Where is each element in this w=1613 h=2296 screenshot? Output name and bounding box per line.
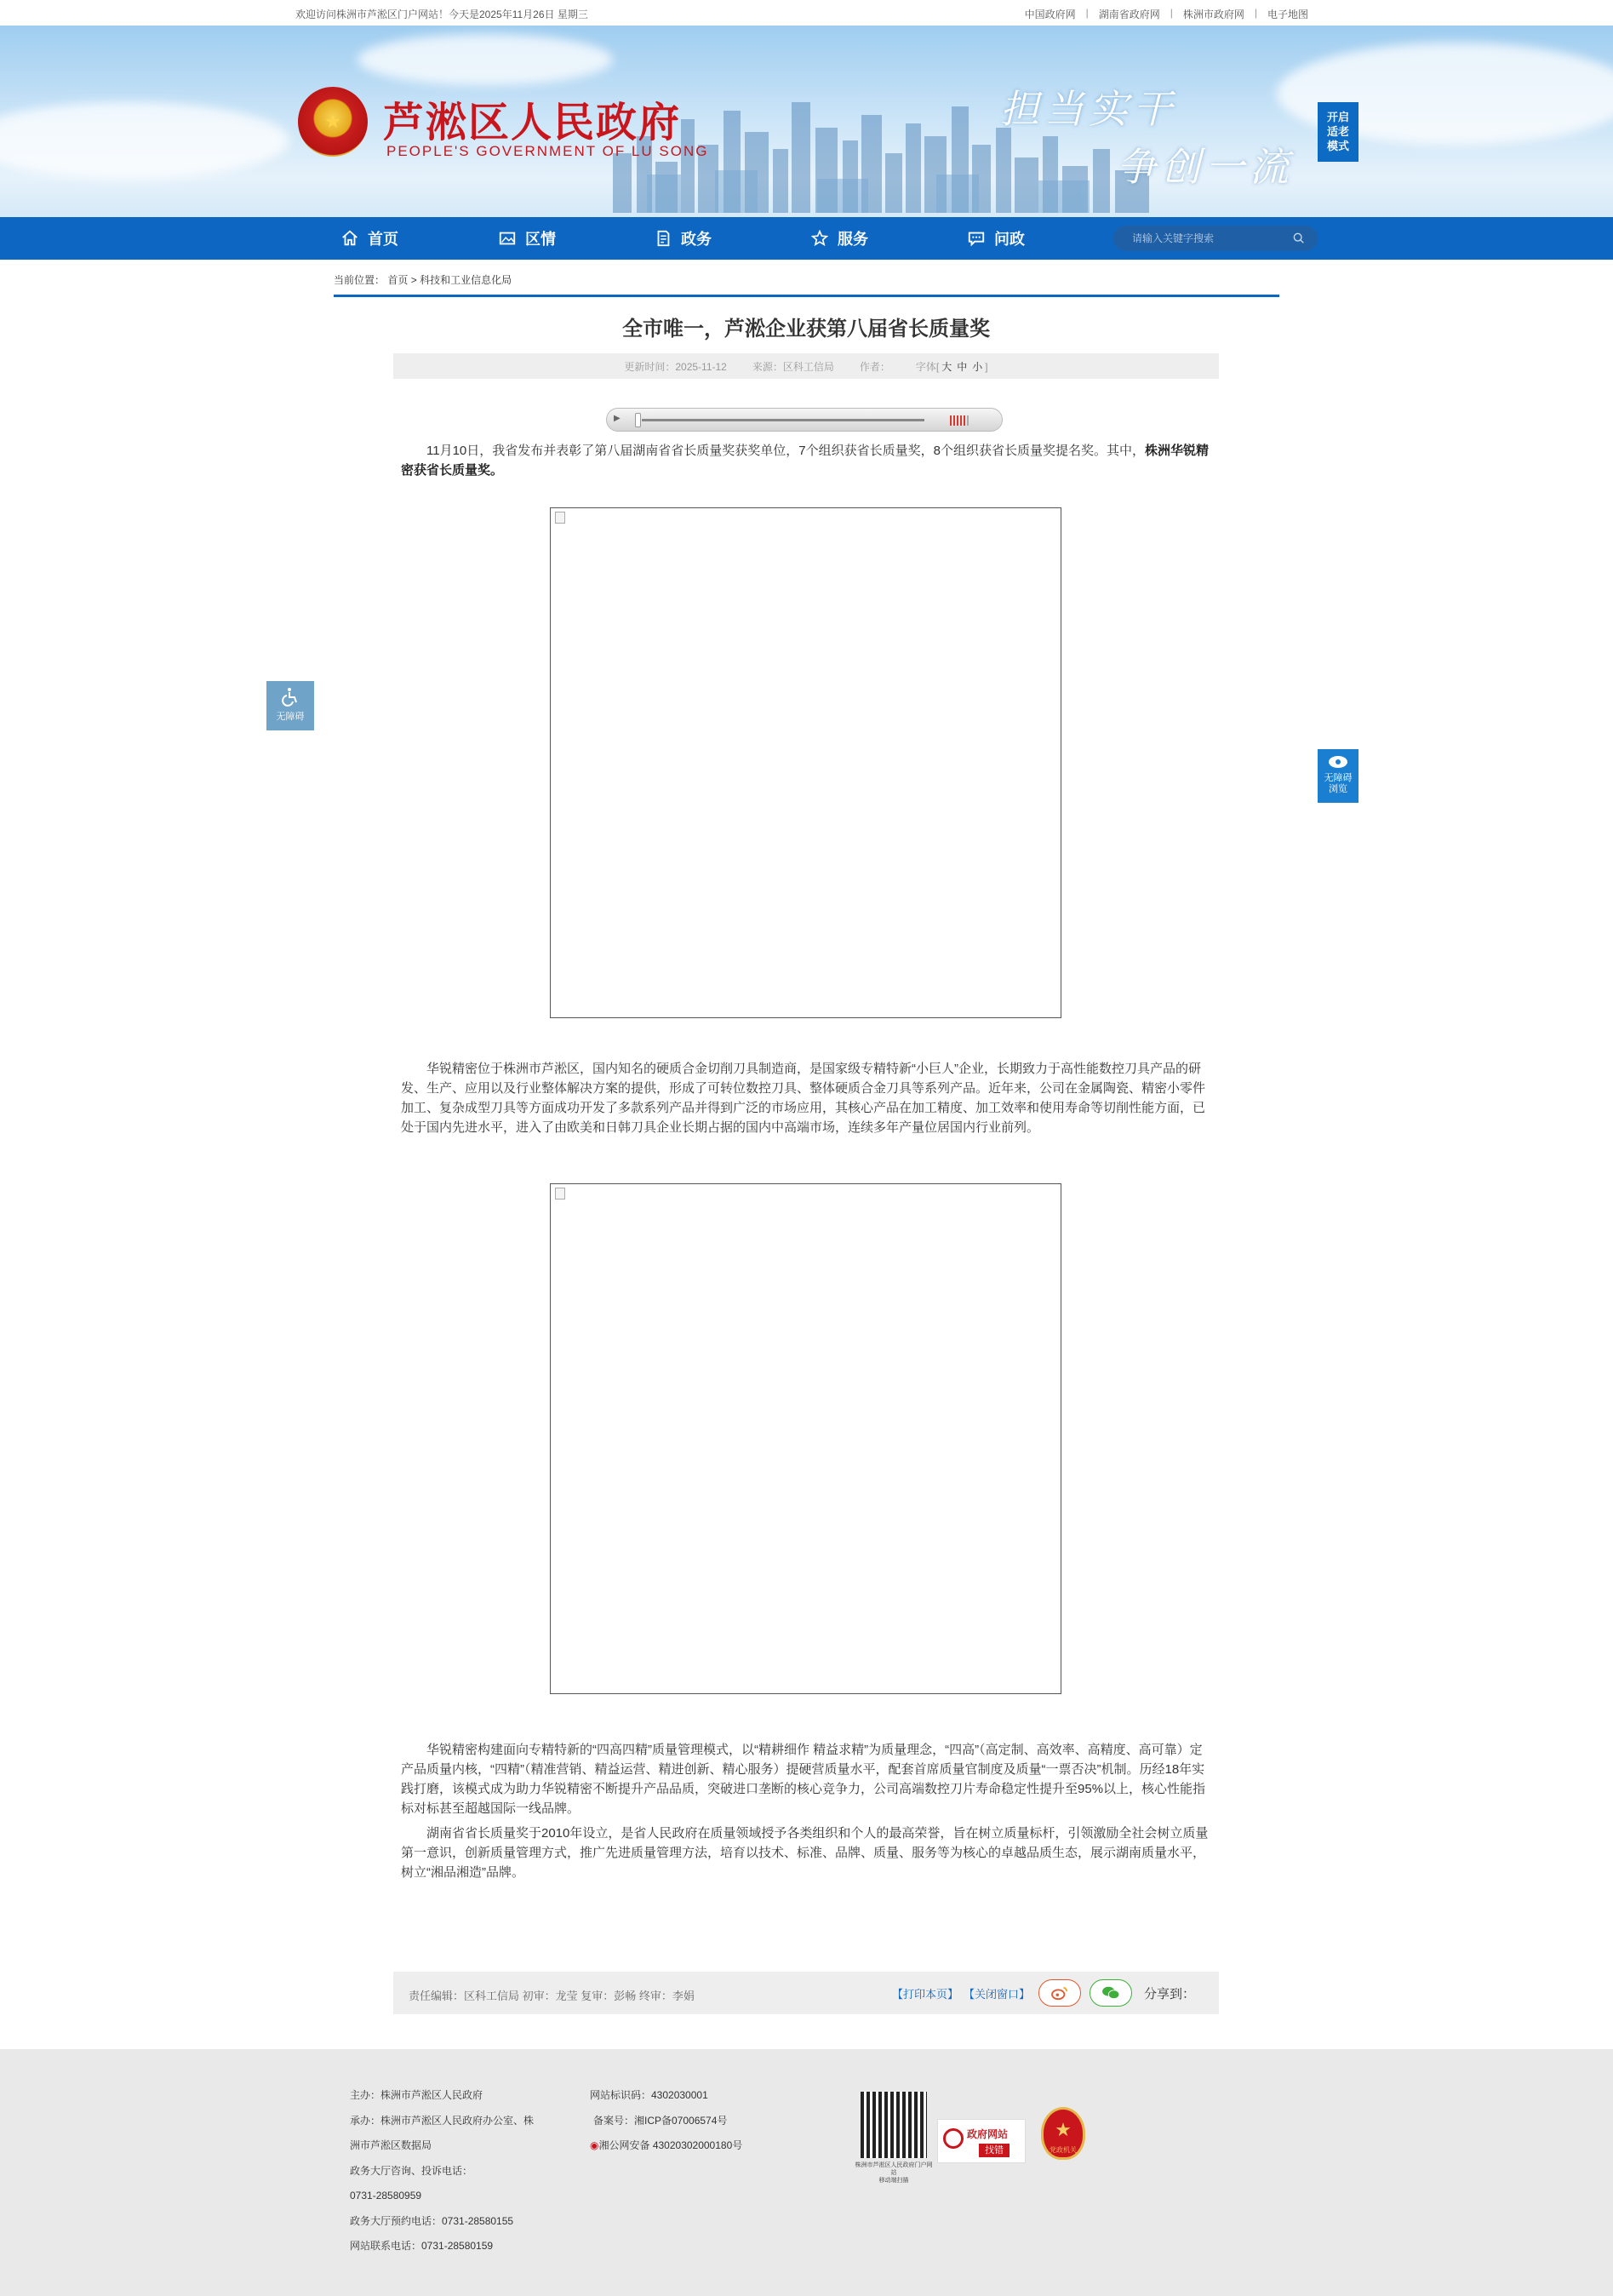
accessibility-label: 无障碍 [276,712,305,722]
slogan-line1: 担当实干 [1000,86,1177,132]
font-size-large[interactable]: 大 [941,360,952,373]
update-time [624,359,727,374]
qr-caption: 株洲市芦淞区人民政府门户网站 移动端扫描 [855,2162,933,2184]
footer-line: 政务大厅咨询、投诉电话： [350,2164,473,2177]
breadcrumb [334,272,512,287]
party-gov-org-badge[interactable]: ★ 党政机关 [1041,2107,1085,2160]
article-paragraph: 华锐精密位于株洲市芦淞区，国内知名的硬质合金切削刀具制造商，是国家级专精特新“小巨人”企业，长期致力于高性能数控刀具产品的研发、生产、应用以及行业整体解决方案的提供，形成了可转位数控刀具、整体硬质合金刀具等系列产品。近年来，公司在金属陶瓷、精密小零件加工、复杂成型刀具等方面成功开发了多款系列产品并得到广泛的市场应用，其核心产品在加工精度、加工效率和使用寿命等切削性能方面，已处于国内先进水平，进入了由欧美和日韩刀具企业长期占据的国内中高端市场，连续多年产量位居国内行业前列。 [401,1062,1206,1135]
nav-label: 政务 [681,231,712,248]
link-e-map[interactable]: 电子地图 [1267,9,1308,20]
cloud-decoration [0,102,289,179]
icp-link[interactable]: 备案号：湘ICP备07006574号 [593,2114,728,2127]
paragraph-bold-text: 株洲华锐精密获省长质量奖。 [401,444,1209,478]
star-icon [810,229,829,248]
elder-mode-line: 开启 [1326,111,1349,123]
close-window-link[interactable]: 【关闭窗口】 [963,1987,1030,2001]
nav-item-district[interactable] [498,217,556,260]
audio-player [606,408,1003,432]
footer-line: 政务大厅预约电话：0731-28580155 [350,2214,514,2227]
gov-site-error-report-badge[interactable] [937,2119,1026,2163]
article-paragraph [401,441,1213,480]
header-banner [0,26,1613,217]
police-record-text: 湘公网安备 43020302000180号 [598,2139,743,2151]
update-date: 2025-11-12 [675,360,727,373]
nav-label: 问政 [994,231,1025,248]
breadcrumb-current-link[interactable]: 科技和工业信息化局 [420,274,512,286]
image-icon [498,229,517,248]
nav-item-affairs[interactable] [654,217,712,260]
label: 作者： [859,360,890,373]
article-tools [892,1979,1195,2007]
nav-label: 区情 [525,231,556,248]
link-hunan-gov[interactable]: 湖南省政府网 [1098,9,1160,20]
footer-registration-info [590,2083,742,2159]
search-input[interactable] [1132,232,1285,244]
broken-image-icon [555,512,565,524]
chat-icon [967,229,986,248]
paragraph-text: 11月10日，我省发布并表彰了第八届湖南省省长质量奖获奖单位，7个组织获省长质量奖，8个组织获省长质量奖提名奖。其中， [426,444,1145,458]
site-title-en: PEOPLE'S GOVERNMENT OF LU SONG [386,143,709,159]
nav-label: 首页 [368,231,398,248]
document-icon [654,229,672,248]
site-title: 芦淞区人民政府 [383,99,682,146]
source [752,359,834,374]
separator: | [1085,7,1089,19]
article-paragraph: 华锐精密构建面向专精特新的“四高四精”质量管理模式，以“精耕细作 精益求精”为质量理念，“四高”（高定制、高效率、高精度、高可靠）定产品质量内核，“四精”（精准营销、精益运营、精进创新、精心服务）提硬营质量水平，配套首席质量官制度及质量“一票否决”机制。历经18年实践打磨，该模式成为助力华锐精密不断提升产品品质，突破进口垄断的核心竞争力，公司高端数控刀片寿命稳定性提升至95%以上，核心性能指标对标甚至超越国际一线品牌。 [401,1743,1206,1816]
accessibility-browse-button[interactable] [1318,749,1358,803]
link-zhuzhou-gov[interactable]: 株洲市政府网 [1182,9,1244,20]
badge-label: 党政机关 [1050,2146,1077,2154]
home-icon [340,229,359,248]
national-emblem-icon: ★ [298,87,368,157]
label: 来源： [752,360,783,373]
site-footer [0,2049,1613,2296]
footer-line: 网站标识码：4302030001 [590,2089,708,2101]
article-image [550,507,1061,1018]
accessibility-button[interactable] [266,681,314,730]
footer-line: 网站联系电话：0731-28580159 [350,2240,494,2252]
wechat-icon [1101,1985,1121,2001]
breadcrumb-home-link[interactable]: 首页 [387,274,409,286]
elder-mode-line: 模式 [1326,140,1349,152]
separator: | [1254,7,1257,19]
qr-code-image [861,2092,927,2158]
author [860,359,890,374]
footer-sponsor-info [350,2083,534,2259]
footer-line: 0731-28580959 [350,2190,422,2202]
article-title: 全市唯一，芦淞企业获第八届省长质量奖 [622,318,990,341]
broken-image-icon [555,1188,565,1200]
footer-line: 主办：株洲市芦淞区人民政府 [350,2089,483,2101]
article-image [550,1183,1061,1694]
footer-line: 洲市芦淞区数据局 [350,2139,432,2151]
badge-button: 找错 [979,2144,1010,2157]
label: 更新时间： [624,360,676,373]
badge-title: 政府网站 [967,2128,1009,2140]
main-nav [0,217,1613,260]
share-wechat-button[interactable] [1090,1979,1132,2007]
elder-mode-line: 适老 [1326,125,1349,138]
nav-label: 服务 [838,231,868,248]
breadcrumb-arrow: > [410,274,420,286]
article-meta [393,353,1219,379]
volume-icon[interactable] [950,415,969,426]
audio-progress-knob[interactable] [635,413,641,427]
top-bar [0,0,1613,26]
wheelchair-icon [280,686,300,707]
eye-icon [1327,754,1349,770]
nav-item-service[interactable] [810,217,868,260]
share-label: 分享到： [1143,1986,1195,2001]
accessibility-label: 浏览 [1329,784,1347,794]
welcome-text: 欢迎访问株洲市芦淞区门户网站！今天是2025年11月26日 星期三 [295,9,588,20]
police-badge-icon: ◉ [590,2139,599,2151]
share-weibo-button[interactable] [1038,1979,1081,2007]
footer-line: 承办：株洲市芦淞区人民政府办公室、株 [350,2114,535,2127]
nav-item-home[interactable] [340,217,398,260]
font-size-small[interactable]: 小 [972,360,983,373]
divider [334,295,1279,297]
accessibility-label: 无障碍 [1324,773,1353,783]
audio-progress-track[interactable] [642,419,924,421]
top-links [1025,7,1308,21]
search-icon[interactable] [1292,232,1306,245]
source-value: 区科工信局 [782,360,834,373]
article-paragraph: 湖南省省长质量奖于2010年设立，是省人民政府在质量领域授予各类组织和个人的最高荣誉，旨在树立质量标杆，引领激励全社会树立质量第一意识，创新质量管理方式，推广先进质量管理方法，培育以技术、标准、品牌、质量、服务等为核心的卓越品质生态，展示湖南质量水平，树立“湘品湘造”品牌。 [401,1826,1209,1880]
cloud-decoration [357,34,613,85]
article-footer-bar [393,1972,1219,2014]
search-box [1113,226,1318,251]
font-size-switcher [916,359,988,374]
elder-mode-button[interactable] [1318,102,1358,162]
label: ] [985,360,988,373]
nav-item-inquiry[interactable] [967,217,1025,260]
breadcrumb-prefix: 当前位置： [334,274,386,286]
label: 字体[ [915,360,940,373]
play-icon[interactable]: ▶ [614,414,621,423]
weibo-icon [1050,1985,1069,2001]
font-size-medium[interactable]: 中 [957,360,968,373]
separator: | [1170,7,1173,19]
editor-info: 责任编辑：区科工信局 初审：龙莹 复审：彭畅 终审：李娟 [409,1990,695,2002]
link-gov-cn[interactable]: 中国政府网 [1024,9,1076,20]
print-page-link[interactable]: 【打印本页】 [891,1987,958,2001]
slogan-line2: 争创一流 [1117,144,1294,190]
police-record[interactable] [590,2133,742,2159]
magnifier-icon [943,2128,964,2149]
